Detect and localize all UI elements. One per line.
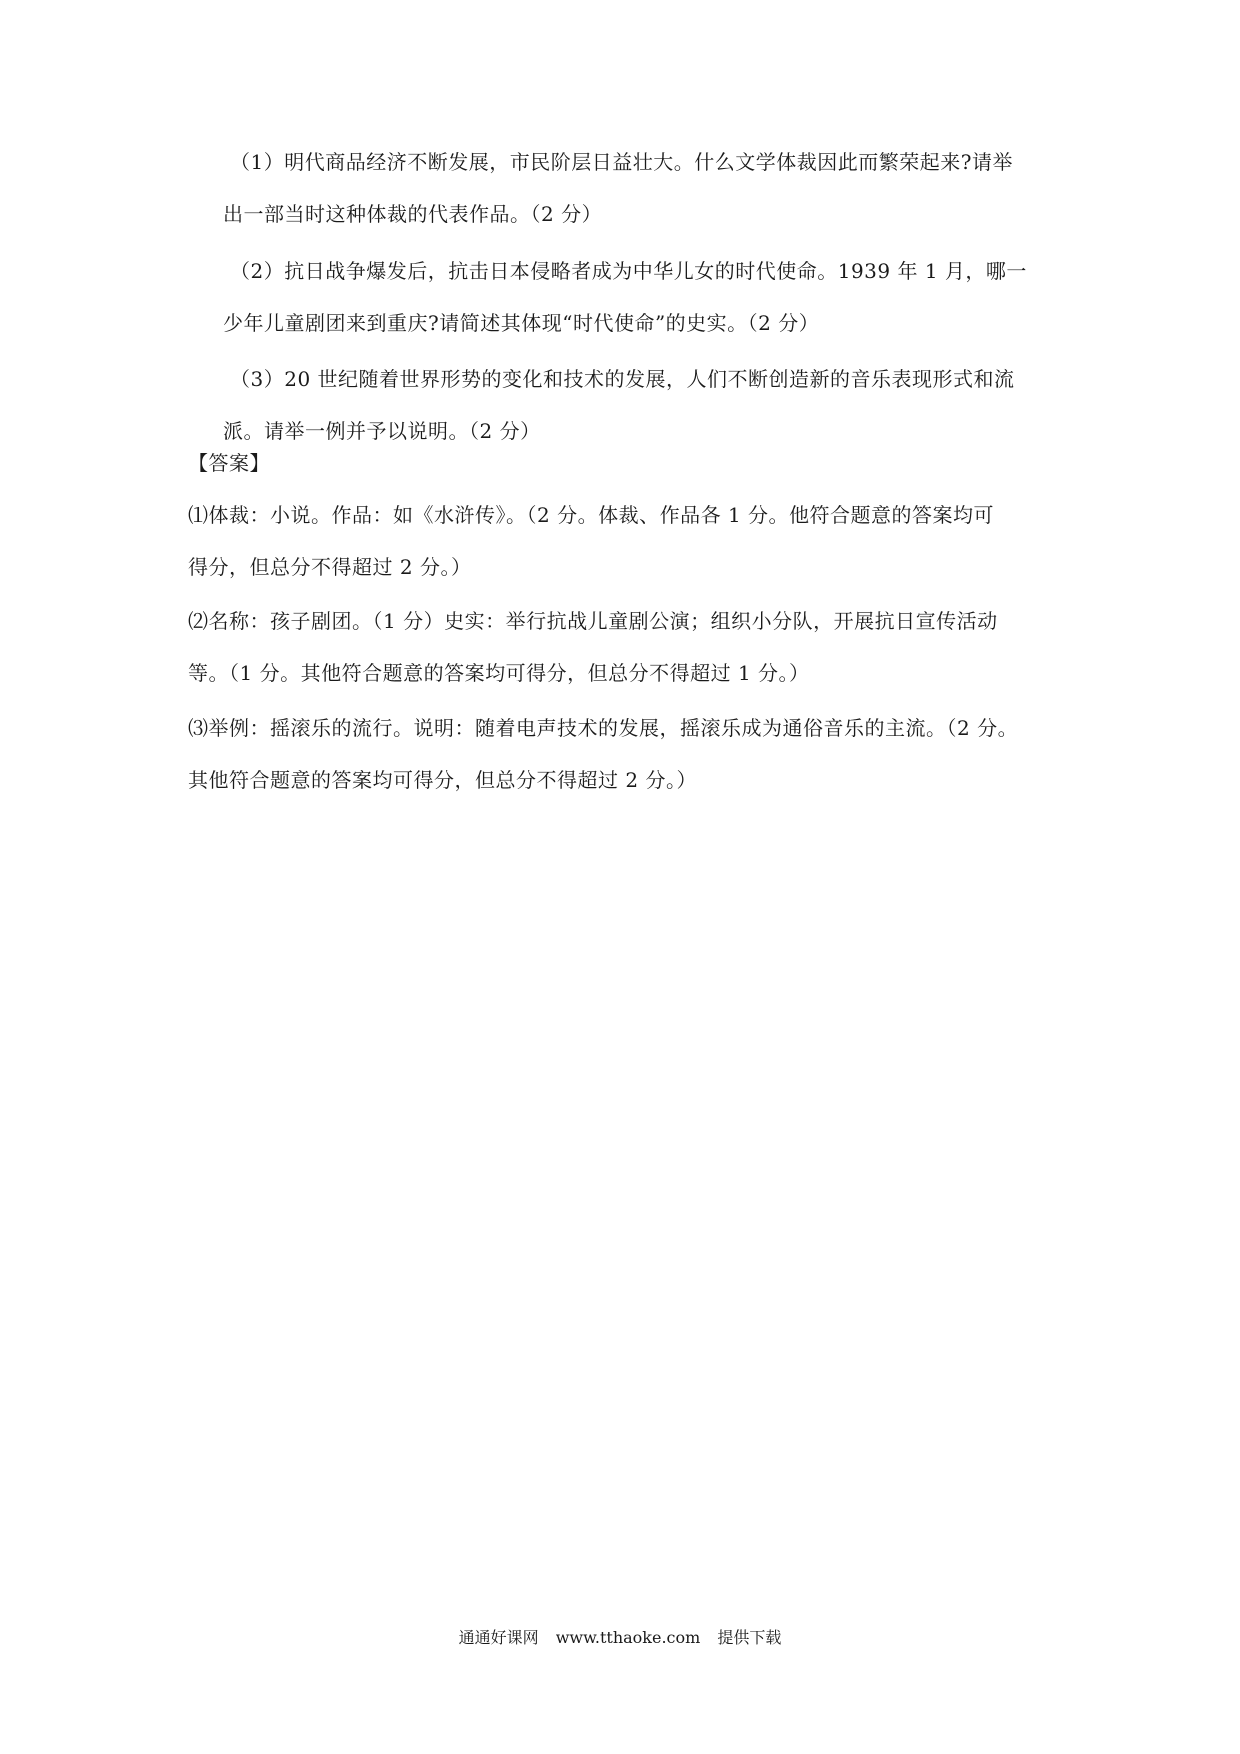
- answer-3-line-2: 其他符合题意的答案均可得分，但总分不得超过 2 分。）: [188, 768, 697, 792]
- question-1-line-2: 出一部当时这种体裁的代表作品。（2 分）: [223, 202, 603, 226]
- answer-2-line-2: 等。（1 分。其他符合题意的答案均可得分，但总分不得超过 1 分。）: [188, 661, 810, 685]
- footer-url[interactable]: www.tthaoke.com: [555, 1628, 701, 1647]
- answer-1-line-2: 得分，但总分不得超过 2 分。）: [188, 555, 472, 579]
- answer-1-line-1: ⑴体裁：小说。作品：如《水浒传》。（2 分。体裁、作品各 1 分。他符合题意的答案均可: [188, 503, 995, 527]
- page-footer: [0, 1628, 1240, 1648]
- answer-3-line-1: ⑶举例：摇滚乐的流行。说明：随着电声技术的发展，摇滚乐成为通俗音乐的主流。（2 分。: [188, 716, 1019, 740]
- answer-2-line-1: ⑵名称：孩子剧团。（1 分）史实：举行抗战儿童剧公演；组织小分队，开展抗日宣传活动: [188, 609, 998, 633]
- question-3-line-1: （3）20 世纪随着世界形势的变化和技术的发展，人们不断创造新的音乐表现形式和流: [230, 367, 1015, 391]
- question-2-line-1: （2）抗日战争爆发后，抗击日本侵略者成为中华儿女的时代使命。1939 年 1 月，哪一: [230, 259, 1027, 283]
- footer-site-name: 通通好课网: [458, 1628, 539, 1647]
- answer-heading: 【答案】: [188, 451, 270, 475]
- footer-suffix: 提供下载: [717, 1628, 782, 1647]
- question-2-line-2: 少年儿童剧团来到重庆?请简述其体现“时代使命”的史实。（2 分）: [223, 311, 820, 335]
- question-1-line-1: （1）明代商品经济不断发展，市民阶层日益壮大。什么文学体裁因此而繁荣起来?请举: [230, 150, 1013, 174]
- question-3-line-2: 派。请举一例并予以说明。（2 分）: [223, 419, 541, 443]
